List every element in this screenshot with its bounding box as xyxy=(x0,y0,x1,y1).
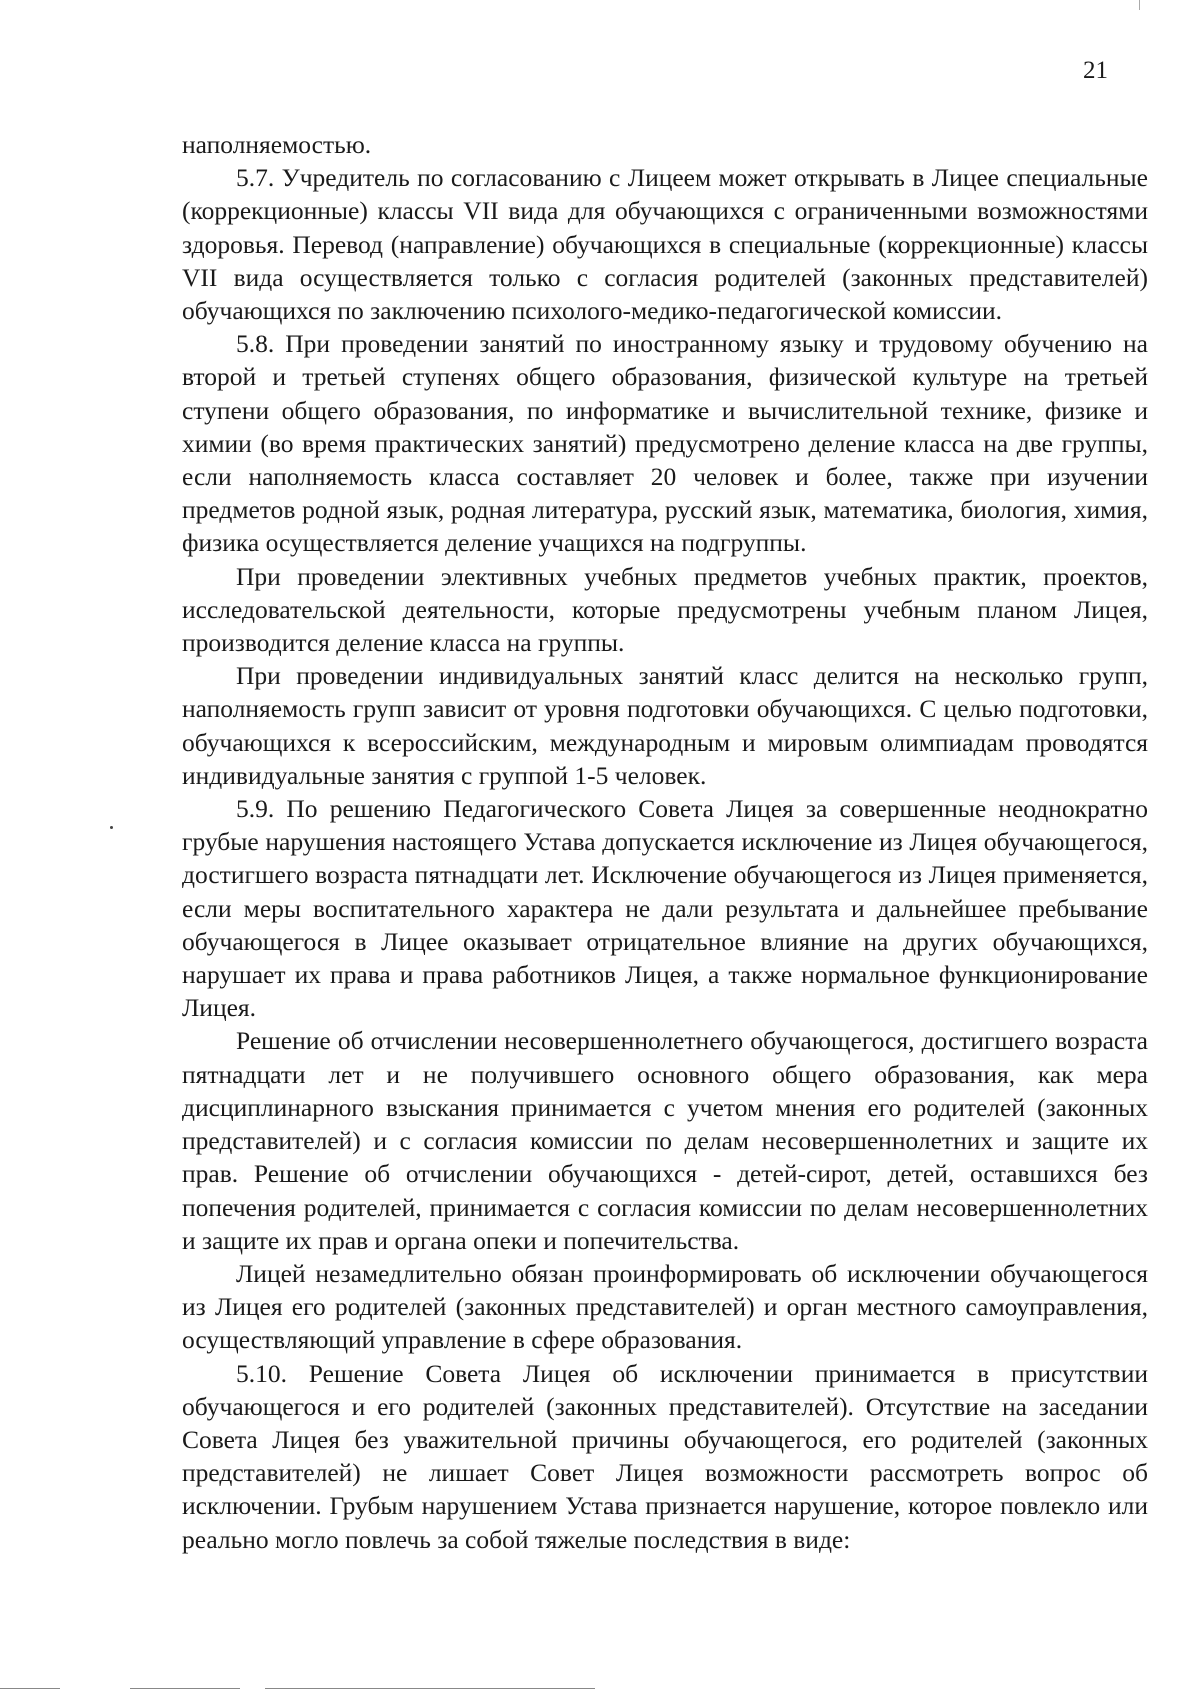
scan-artifact-line xyxy=(0,1688,60,1689)
scan-artifact-tick xyxy=(1139,0,1140,10)
paragraph-expulsion-decision: Решение об отчислении несовершеннолетнего обучающегося, достигшего возраста пятнадцати лет и не получившего основного общего образования, как мера дисциплинарного взыскания принимается с учетом мнения его родителей (законных представителей) и с согласия комиссии по делам несовершеннолетних и защите их прав. Решение об отчислении обучающихся - детей-сирот, детей, оставшихся без попечения родителей, принимается с согласия комиссии по делам несовершеннолетних и защите их прав и органа опеки и попечительства. xyxy=(182,1026,1148,1255)
page-number: 21 xyxy=(1083,57,1108,84)
scan-artifact-dot xyxy=(110,826,113,829)
scan-artifact-line xyxy=(265,1688,595,1689)
paragraph-5-7: 5.7. Учредитель по согласованию с Лицеем может открывать в Лицее специальные (коррекционные) классы VII вида для обучающихся с ограниченными возможностями здоровья. Перевод (направление) обучающихся в специальные (коррекционные) классы VII вида осуществляется только с согласия родителей (законных представителей) обучающихся по заключению психолого-медико-педагогической комиссии. xyxy=(182,163,1148,326)
paragraph-continuation: наполняемостью. xyxy=(182,130,372,159)
document-body xyxy=(182,128,1148,1556)
paragraph-individual-lessons: При проведении индивидуальных занятий класс делится на несколько групп, наполняемость групп зависит от уровня подготовки обучающихся. С целью подготовки, обучающихся к всероссийским, международным и мировым олимпиадам проводятся индивидуальные занятия с группой 1-5 человек. xyxy=(182,661,1148,790)
paragraph-elective-subjects: При проведении элективных учебных предметов учебных практик, проектов, исследовательской деятельности, которые предусмотрены учебным планом Лицея, производится деление класса на группы. xyxy=(182,561,1148,658)
paragraph-5-8: 5.8. При проведении занятий по иностранному языку и трудовому обучению на второй и третьей ступенях общего образования, физической культуре на третьей ступени общего образования, по информатике и вычислительной технике, физике и химии (во время практических занятий) предусмотрено деление класса на две группы, если наполняемость класса составляет 20 человек и более, также при изучении предметов родной язык, родная литература, русский язык, математика, биология, химия, физика осуществляется деление учащихся на подгруппы. xyxy=(182,329,1148,558)
paragraph-notification: Лицей незамедлительно обязан проинформировать об исключении обучающегося из Лицея его родителей (законных представителей) и орган местного самоуправления, осуществляющий управление в сфере образования. xyxy=(182,1258,1148,1355)
paragraph-5-9: 5.9. По решению Педагогического Совета Лицея за совершенные неоднократно грубые нарушения настоящего Устава допускается исключение из Лицея обучающегося, достигшего возраста пятнадцати лет. Исключение обучающегося из Лицея применяется, если меры воспитательного характера не дали результата и дальнейшее пребывание обучающегося в Лицее оказывает отрицательное влияние на других обучающихся, нарушает их права и права работников Лицея, а также нормальное функционирование Лицея. xyxy=(182,794,1148,1023)
scan-artifact-line xyxy=(130,1688,240,1689)
paragraph-5-10: 5.10. Решение Совета Лицея об исключении принимается в присутствии обучающегося и его родителей (законных представителей). Отсутствие на заседании Совета Лицея без уважительной причины обучающегося, его родителей (законных представителей) не лишает Совет Лицея возможности рассмотреть вопрос об исключении. Грубым нарушением Устава признается нарушение, которое повлекло или реально могло повлечь за собой тяжелые последствия в виде: xyxy=(182,1358,1148,1554)
